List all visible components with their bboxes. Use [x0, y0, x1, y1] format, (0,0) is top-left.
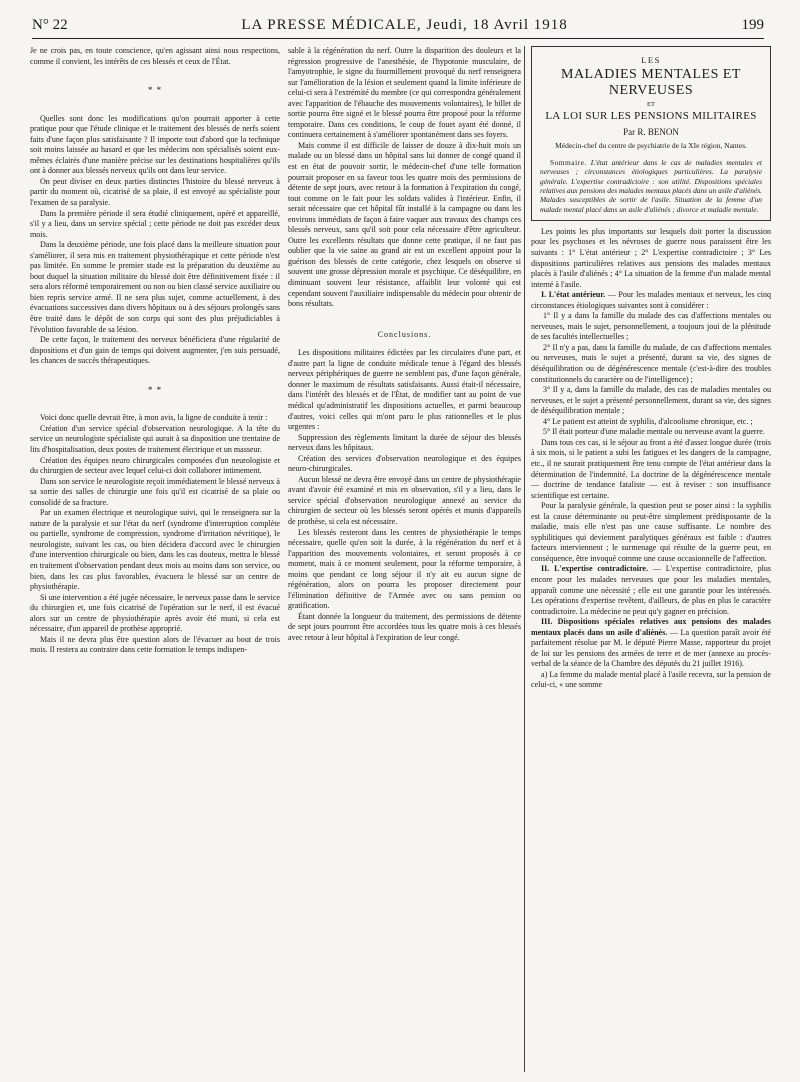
section-heading-conclusions: Conclusions.	[377, 329, 432, 339]
paragraph: Je ne crois pas, en toute conscience, qu'en agissant ainsi nous respections, comme il convient, les intérêts de ces blessés et ceux de l'État.	[30, 46, 280, 66]
paragraph: sable à la régénération du nerf. Outre la disparition des douleurs et la régression progressive de l'anesthésie, de l'hypotonie musculaire, de l'amyotrophie, le signe du fourmillement provoqué du nerf renseignera sur l'amélioration de la lésion et seulement quand la limite inférieure de celui-ci sera à l'extrémité du membre (ce qui correspondra généralement avec l'apparition de l'ébauche des mouvements volontaires), le billet de sortie pourra être signé et le blessé pourra être proposé pour la réforme temporaire. Dans ces conditions, le coup de fouet ayant été donné, il continuera certainement à s'améliorer spontanément dans ses foyers.	[288, 46, 521, 140]
section-text: — La question paraît avoir été parfaitement résolue par M. le député Pierre Masse, rapporteur du projet de loi sur les pensions des armées de terre et de mer (annexe au procès-verbal de la séance de la Chambre des députés du 21 juillet 1916).	[531, 627, 772, 669]
paragraph: Les points les plus importants sur lesquels doit porter la discussion pour les psychoses et les névroses de guerre nous paraissent être les suivants : 1° L'état antérieur ; 2° L'expertise contradictoire ; 3° Les dispositions particulières relatives aux pensions des malades mentaux placés à l'asile d'aliénés ; 4° La situation de la femme d'un malade mental interné à l'asile.	[531, 226, 771, 289]
paragraph: Dans son service le neurologiste reçoit immédiatement le blessé nerveux à sa sortie des salles de chirurgie une fois qu'il est cicatrisé de sa plaie ou consolidé de sa fracture.	[30, 476, 280, 507]
paragraph: Quelles sont donc les modifications qu'on pourrait apporter à cette pratique pour que l'étude clinique et le traitement des blessés de nerfs soient faits d'une façon plus satisfaisante ? Il importe tout d'abord que la technique soit moins laissée au hasard et que les médecins non spécialisés soient eux-mêmes éclairés d'une manière précise sur les destinations hospitalières qu'ils ont à donner aux blessés nerveux qu'ils ont dans leur service.	[30, 113, 280, 176]
section-3	[531, 617, 771, 670]
article-title-box	[531, 46, 771, 221]
paragraph: Suppression des règlements limitant la durée de séjour des blessés nerveux dans les hôpitaux.	[288, 432, 521, 453]
column-2	[288, 46, 521, 644]
article-subtitle: LA LOI SUR LES PENSIONS MILITAIRES	[545, 110, 757, 123]
list-item: 3° Il y a, dans la famille du malade, des cas de maladies mentales ou nerveuses, et le sujet a présenté personnellement, durant sa vie, des signes de déséquilibration mentale ;	[531, 385, 771, 416]
paragraph: Par un examen électrique et neurologique suivi, qui le renseignera sur la nature de la paralysie et sur l'état du nerf (syndrome d'interruption complète ou partielle, syndrome de compression, syndrome d'irritation névritique), le neurologiste, suivant les cas, ou bien décidera d'accord avec le chirurgien d'une intervention chirurgicale ou bien, dans les cas douteux, mettra le blessé en traitement d'observation pendant deux mois au moins dans son service, ou bien, dans les cas plus favorables, évacuera le blessé sur un centre de physiothérapie.	[30, 508, 280, 592]
section-2	[531, 564, 771, 617]
article-title-pre: LES	[641, 55, 661, 65]
paragraph: Mais il ne devra plus être question alors de l'évacuer au bout de trois mois. Il restera au contraire dans cette formation le temps indispen-	[30, 634, 280, 655]
section-1	[531, 290, 771, 311]
issue-number: N° 22	[32, 16, 68, 33]
list-item: 2° Il n'y a pas, dans la famille du malade, de cas d'affections mentales ou nerveuses, mais le sujet a présenté, durant sa vie, des signes de déséquilibration ou de dégénérescence mentale (c'est-à-dire des troubles constitutionnels du caractère ou de l'intelligence) ;	[531, 342, 771, 384]
paragraph: a) La femme du malade mental placé à l'asile recevra, sur la pension de celui-ci, « une somme	[531, 669, 771, 690]
paragraph: Création d'un service spécial d'observation neurologique. A la tête du service un neurologiste spécialiste qui aurait à sa disposition une trentaine de lits d'hospitalisation, deux postes de traitement électrique et un masseur.	[30, 423, 280, 454]
article-author: Par R. BENON	[623, 127, 679, 138]
paragraph: Mais comme il est difficile de laisser de douze à dix-huit mois un malade ou un blessé dans un hôpital sans lui donner de congé quand il est en état de pouvoir sortir, le médecin-chef d'une telle formation pourrait proposer en sa faveur tous les quatre mois des permissions de détente de sept jours, avec retour à la formation à l'expiration du congé, tout comme on le fait pour les soldats valides à l'intérieur. Enfin, il serait nécessaire que cet hôpital fût installé à la campagne ou dans les environs immédiats de façon à faire vaquer aux travaux des champs ces blessés nerveux, sans qu'il soit pour cela nécessaire d'être agriculteur. Outre les excellents résultats que donne cette pratique, il ne faut pas oublier que la vie saine au grand air est un excellent appoint pour la guérison des blessés de cette catégorie, chez lesquels on observe si souvent une grosse dépression morale et psychique. Ce déséquilibre, en diminuant souvent leur résistance, affaiblit leur volonté qui est cependant souvent l'auxiliaire indispensable du médecin pour obtenir de bons résultats.	[288, 140, 521, 309]
paragraph: De cette façon, le traitement des nerveux bénéficiera d'une régularité de dispositions et d'un gain de temps qui doivent augmenter, j'en suis persuadé, les chances de succès thérapeutiques.	[30, 335, 280, 366]
paragraph: Les dispositions militaires édictées par les circulaires d'une part, et d'autre part la ligne de conduite médicale tenue à l'égard des blessés nerveux périphériques de guerre ne semblent pas, d'une façon générale, donner le maximum de résultats satisfaisants. Aussi était-il nécessaire, dans l'intérêt des blessés et de l'État, de modifier tant au point de vue médical qu'administratif les dispositions actuelles, et parmi beaucoup d'autres, voici celles qui m'ont paru le plus rationnelles et le plus urgentes :	[288, 348, 521, 432]
page-header	[32, 12, 764, 39]
section-text: — Pour les malades mentaux et nerveux, les cinq circonstances étiologiques suivantes sont à considérer :	[531, 290, 771, 310]
paragraph: Dans la deuxième période, une fois placé dans la meilleure situation pour s'améliorer, il sera mis en traitement physiothérapique et cette période n'est pas limitée. En somme le premier stade est la préparation du deuxième au bout duquel la situation militaire du blessé doit être définitivement fixée : il sera alors réformé temporairement ou non ou bien classé service auxiliaire ou bien repris service armé. Il ne sera plus sujet, comme actuellement, à des évacuations successives dans divers hôpitaux ou à des séjours prolongés sans être traité dans le dépôt de son corps qui sont des plus préjudiciables à l'évolution favorable de sa lésion.	[30, 240, 280, 334]
list-item: 5° Il était porteur d'une maladie mentale ou nerveuse avant la guerre.	[543, 427, 765, 437]
paragraph: Voici donc quelle devrait être, à mon avis, la ligne de conduite à tenir :	[40, 413, 268, 423]
paragraph: Création des services d'observation neurologique et des équipes neuro-chirurgicales.	[288, 453, 521, 474]
paragraph: Les blessés resteront dans les centres de physiothérapie le temps nécessaire, quelle qu'en soit la durée, à la régénération du nerf et à l'apparition des mouvements volontaires, et seront proposés à ce moment, mais à ce moment seulement, pour la réforme temporaire, à moins que pendant ce long séjour il n'y ait eu aucun signe de régénération, alors on pourra les proposer directement pour l'élimination définitive de l'Armée avec ou sans pension ou gratification.	[288, 527, 521, 611]
paragraph: Dans la première période il sera étudié cliniquement, opéré et appareillé, s'il y a lieu, dans un service spécial ; cette période ne doit pas excéder deux mois.	[30, 208, 280, 239]
section-heading: II. L'expertise contradictoire.	[541, 564, 648, 574]
paragraph: Création des équipes neuro chirurgicales composées d'un neurologiste et du chirurgien de secteur avec lequel celui-ci doit collaborer intimement.	[30, 455, 280, 476]
article-summary	[540, 158, 762, 214]
column-divider	[524, 46, 525, 1072]
column-3	[531, 46, 771, 691]
paragraph: Si une intervention a été jugée nécessaire, le nerveux passe dans le service du chirurgien et, une fois cicatrisé de l'opération sur le nerf, il est évacué alors sur un centre de physiothérapie après avoir été muni, si cela est nécessaire, d'un appareil de prothèse approprié.	[30, 592, 280, 634]
paragraph: Pour la paralysie générale, la question peut se poser ainsi : la syphilis est la cause déterminante ou peut-être simplement prédisposante de la maladie, mais elle n'est pas une cause suffisante. Le nombre des syphilitiques qui deviennent paralytiques généraux est faible : d'autres facteurs interviennent ; le surmenage qui résulte de la guerre peut, en conséquence, être invoqué comme une cause occasionnelle de l'affection.	[531, 501, 771, 563]
masthead: LA PRESSE MÉDICALE, Jeudi, 18 Avril 1918	[241, 16, 568, 33]
section-separator: * *	[147, 85, 163, 96]
paragraph: Étant donnée la longueur du traitement, des permissions de détente de sept jours pourront être accordées tous les quatre mois à ces blessés avec retour à leur hôpital à l'expiration de leur congé.	[288, 611, 521, 642]
page-number: 199	[741, 16, 764, 33]
list-item: 4° Le patient est atteint de syphilis, d'alcoolisme chronique, etc. ;	[543, 416, 753, 426]
paragraph: Aucun blessé ne devra être envoyé dans un centre de physiothérapie avant d'avoir été examiné et mis en observation, s'il y a lieu, dans le service spécial d'observation neurologique annexé au service du chirurgien de secteur où les blessés seront opérés et munis d'appareils de prothèse, si cela est nécessaire.	[288, 474, 521, 526]
paragraph: On peut diviser en deux parties distinctes l'histoire du blessé nerveux à partir du moment où, cicatrisé de sa plaie, il est envoyé au spécialiste pour l'examen de sa paralysie.	[30, 176, 280, 208]
section-heading: III. Dispositions spéciales relatives aux pensions des malades mentaux placés dans un asile d'aliénés.	[531, 617, 771, 637]
summary-text: L'état antérieur dans le cas de maladies mentales et nerveuses ; circonstances étiologiques particulières. La paralysie générale. L'expertise contradictoire : son utilité. Dispositions spéciales relatives aux pensions des malades mentaux placés dans un asile d'aliénés. Malades susceptibles de sortir de l'asile. Situation de la femme d'un malade mental placé dans un asile d'aliénés ; divorce et maladie mentale.	[540, 158, 762, 214]
column-1	[30, 46, 280, 656]
article-title: MALADIES MENTALES ET NERVEUSES	[561, 66, 741, 98]
issue-date: Jeudi, 18 Avril 1918	[426, 16, 568, 33]
article-title-et: ET	[647, 100, 655, 108]
author-affiliation: Médecin-chef du centre de psychiatrie de la XIe région, Nantes.	[555, 140, 747, 150]
paragraph: Dans tous ces cas, si le séjour au front a été d'assez longue durée (trois à six mois, si le patient a subi les fatigues et les dangers de la campagne, etc., il ne saurait pratiquement être tenu compte de l'état antérieur dans la détermination de l'indemnité. La doctrine de la dégénérescence mentale — doctrine de tendance fataliste — est à reviser : son insuffisance scientifique est certaine.	[531, 437, 771, 500]
section-text: — L'expertise contradictoire, plus encore pour les malades nerveuses que pour les maladies mentales, apparaît comme une nécessité ; elle est une garantie pour les intéressés. Les opérations d'expertise revêtent, d'ailleurs, de plus en plus le caractère contradictoire. La médecine ne peut qu'y gagner en précision.	[531, 564, 771, 616]
section-separator: * *	[147, 384, 163, 395]
list-item: 1° Il y a dans la famille du malade des cas d'affections mentales ou nerveuses, mais le sujet, personnellement, a toujours joui de la plénitude de ses facultés intellectuelles ;	[531, 311, 771, 342]
section-heading: I. L'état antérieur.	[541, 290, 606, 300]
summary-label: Sommaire.	[550, 158, 587, 168]
